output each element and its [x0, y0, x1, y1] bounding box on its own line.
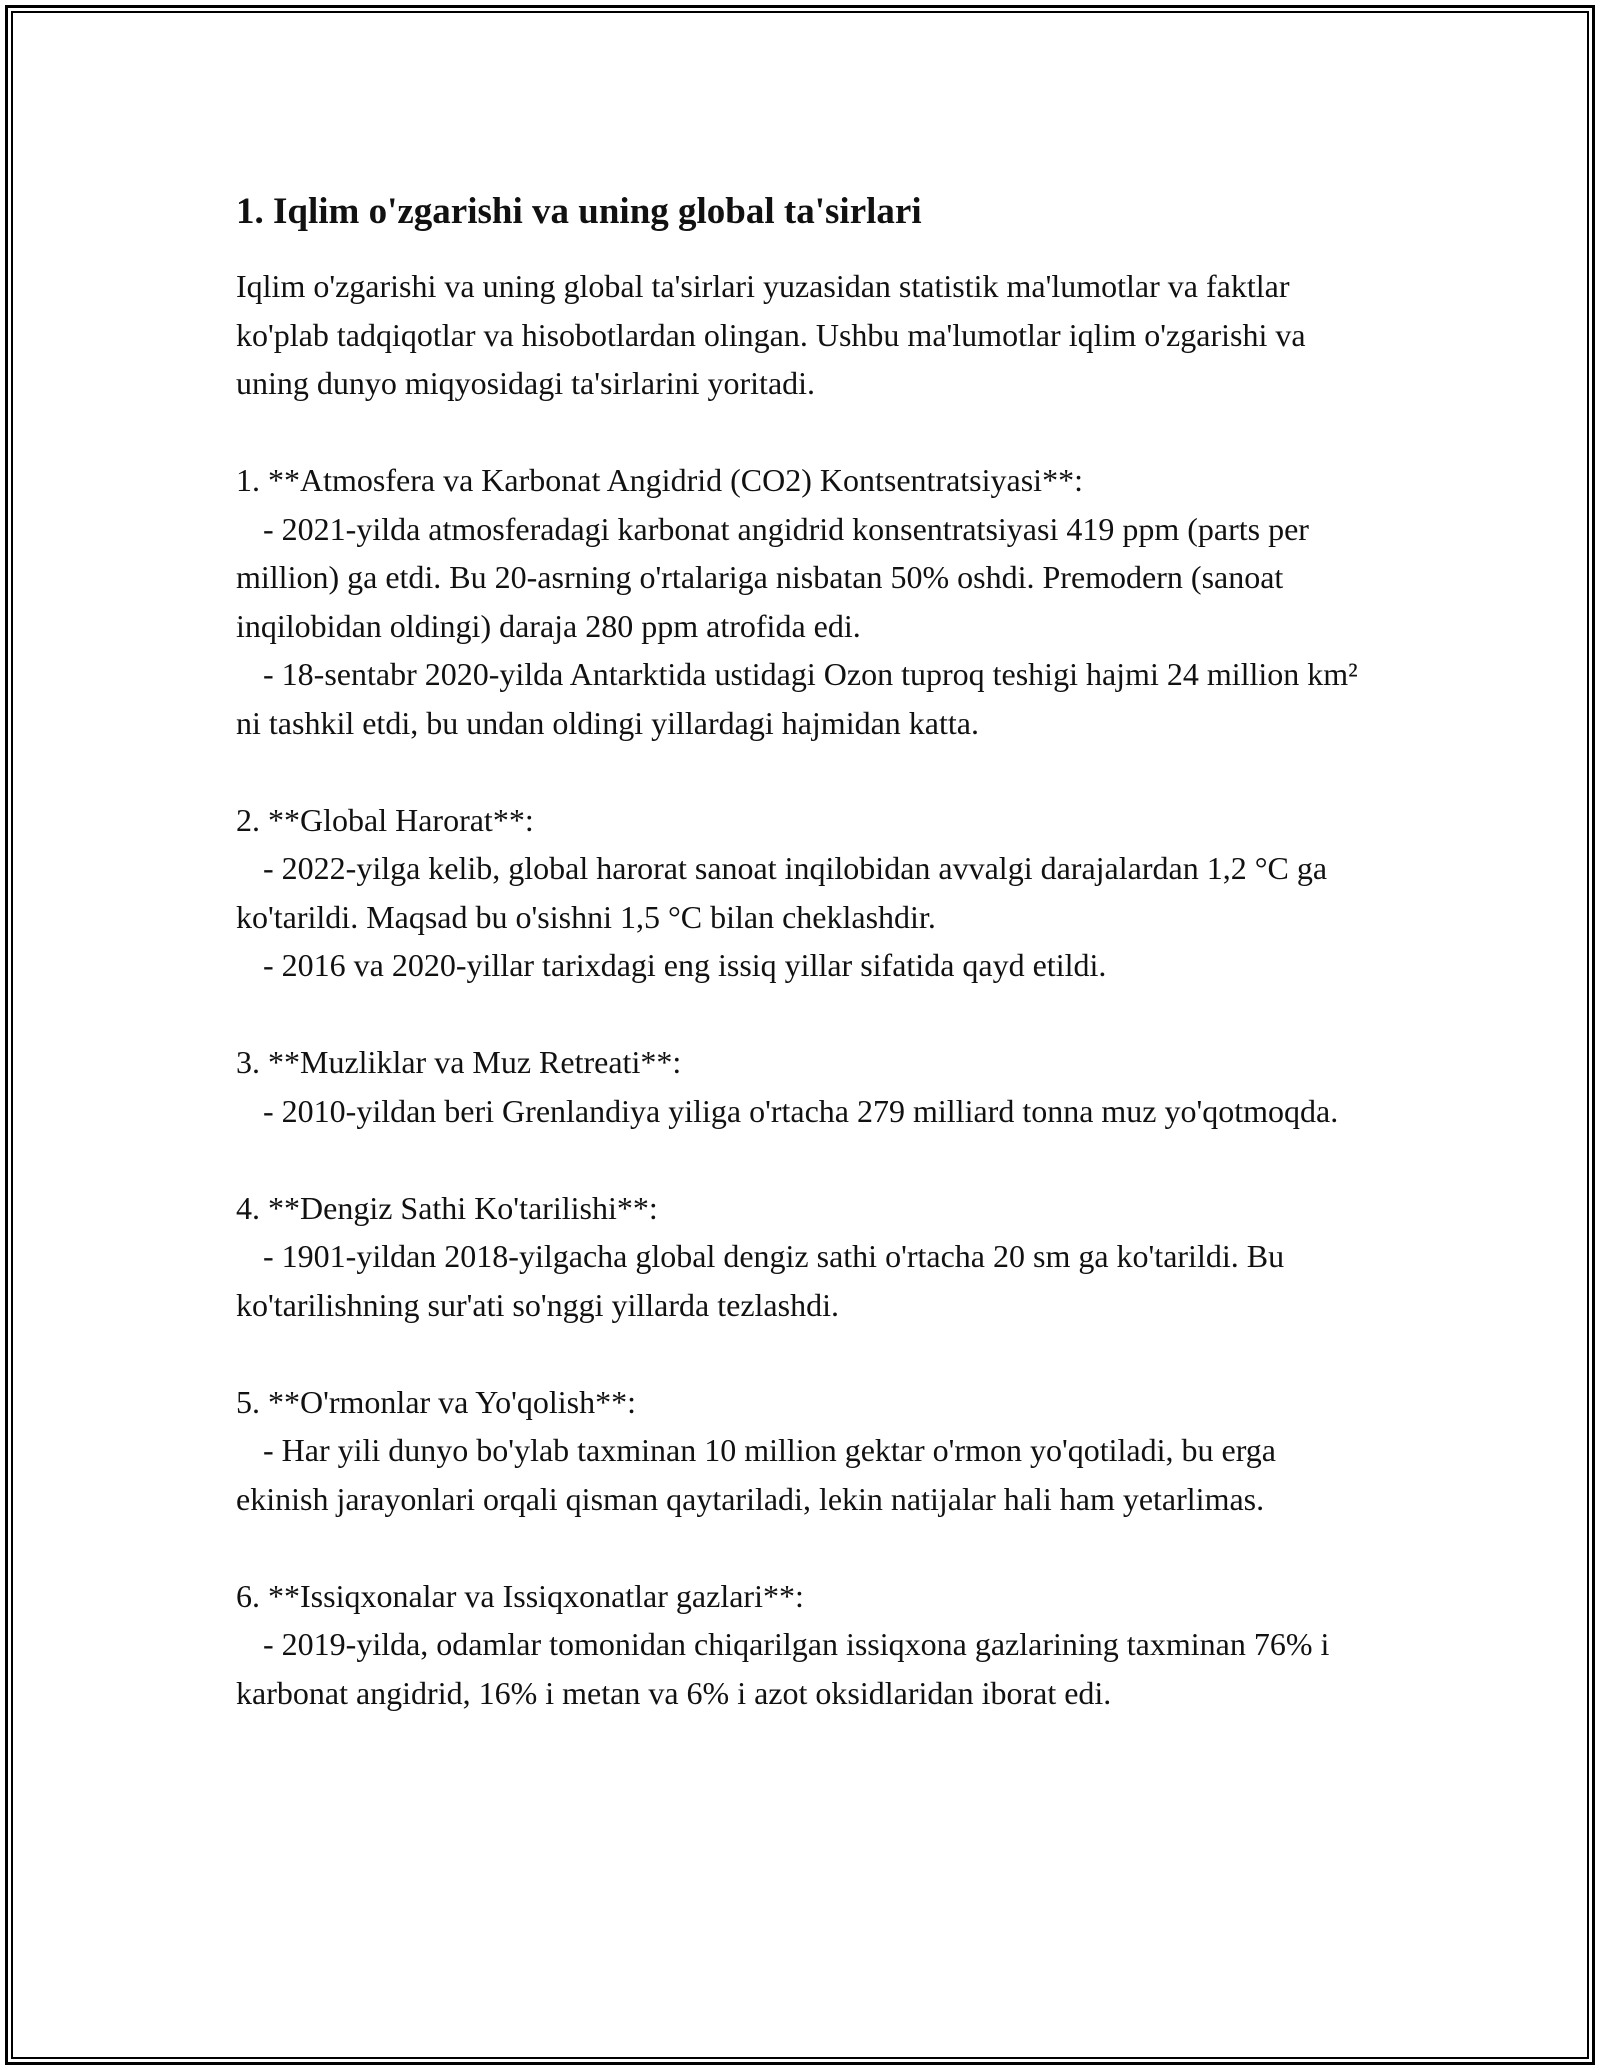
section-greenhouse-gases — [236, 1572, 1376, 1718]
section-item: - 2019-yilda, odamlar tomonidan chiqarilgan issiqxona gazlarining taxminan 76% i karbonat angidrid, 16% i metan va 6% i azot oksidlaridan iborat edi. — [236, 1626, 1330, 1711]
section-item: - 2022-yilga kelib, global harorat sanoat inqilobidan avvalgi darajalardan 1,2 °C ga ko'tarildi. Maqsad bu o'sishni 1,5 °C bilan cheklashdir. — [236, 850, 1328, 935]
section-heading: 2. **Global Harorat**: — [236, 801, 534, 838]
section-item: - 2016 va 2020-yillar tarixdagi eng issiq yillar sifatida qayd etildi. — [263, 947, 1107, 983]
section-item: - 18-sentabr 2020-yilda Antarktida ustidagi Ozon tuproq teshigi hajmi 24 million km² ni tashkil etdi, bu undan oldingi yillardagi hajmidan katta. — [236, 656, 1358, 741]
section-item: - 2010-yildan beri Grenlandiya yiliga o'rtacha 279 milliard tonna muz yo'qotmoqda. — [263, 1092, 1339, 1129]
section-co2 — [236, 456, 1376, 747]
section-sea-level — [236, 1184, 1376, 1330]
document-body — [236, 188, 1376, 1717]
section-heading: 1. **Atmosfera va Karbonat Angidrid (CO2) Kontsentratsiyasi**: — [236, 462, 1083, 498]
intro-paragraph: Iqlim o'zgarishi va uning global ta'sirlari yuzasidan statistik ma'lumotlar va faktlar ko'plab tadqiqotlar va hisobotlardan olingan. Ushbu ma'lumotlar iqlim o'zgarishi va uning dunyo miqyosidagi ta'sirlarini yoritadi. — [236, 268, 1306, 401]
section-heading: 3. **Muzliklar va Muz Retreati**: — [236, 1044, 682, 1080]
section-heading: 6. **Issiqxonalar va Issiqxonatlar gazlari**: — [236, 1577, 804, 1614]
section-forests — [236, 1378, 1376, 1524]
section-heading: 5. **O'rmonlar va Yo'qolish**: — [236, 1383, 636, 1420]
section-global-temperature — [236, 796, 1376, 990]
section-item: - Har yili dunyo bo'ylab taxminan 10 million gektar o'rmon yo'qotiladi, bu erga ekinish jarayonlari orqali qisman qaytariladi, lekin natijalar hali ham yetarlimas. — [236, 1432, 1276, 1517]
section-glaciers — [236, 1038, 1376, 1135]
document-title: 1. Iqlim o'zgarishi va uning global ta'sirlari — [236, 191, 922, 232]
section-heading: 4. **Dengiz Sathi Ko'tarilishi**: — [236, 1189, 658, 1226]
section-item: - 2021-yilda atmosferadagi karbonat angidrid konsentratsiyasi 419 ppm (parts per million) ga etdi. Bu 20-asrning o'rtalariga nisbatan 50% oshdi. Premodern (sanoat inqilobidan oldingi) daraja 280 ppm atrofida edi. — [236, 510, 1309, 644]
section-item: - 1901-yildan 2018-yilgacha global dengiz sathi o'rtacha 20 sm ga ko'tarildi. Bu ko'tarilishning sur'ati so'nggi yillarda tezlashdi. — [236, 1238, 1285, 1323]
